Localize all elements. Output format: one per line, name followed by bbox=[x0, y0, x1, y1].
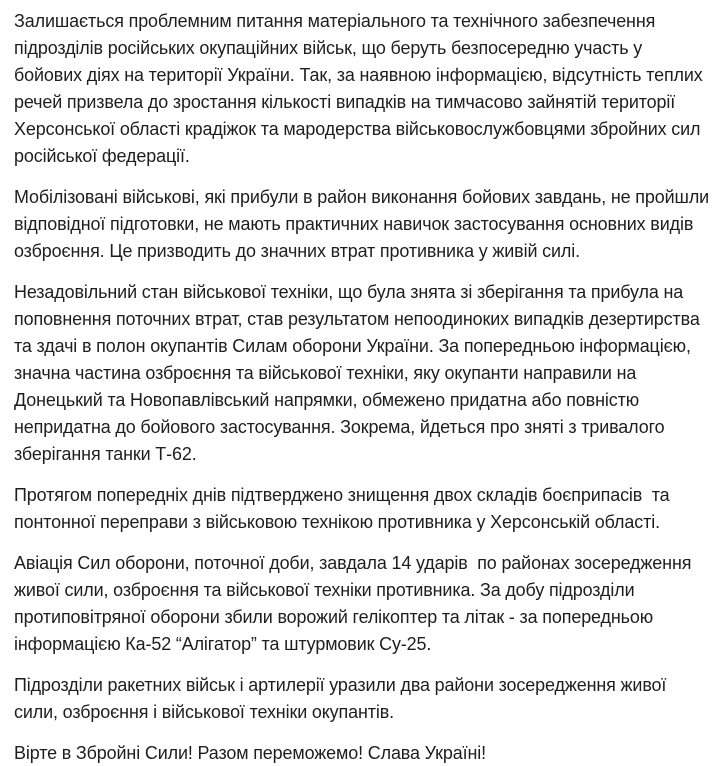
paragraph-7: Вірте в Збройні Сили! Разом переможемо! Слава Україні! bbox=[14, 742, 487, 763]
paragraph-3: Незадовільний стан військової техніки, що була знята зі зберігання та прибула на поповнення поточних втрат, став результатом непоодиноких випадків дезертирства та здачі в полон окупантів Силам оборони України. За попередньою інформацією, значна частина озброєння та військової техніки, яку окупанти направили на Донецький та Новопавлівський напрямки, обмежено придатна або повністю непридатна до бойового застосування. Зокрема, йдеться про зняті з тривалого зберігання танки Т-62. bbox=[14, 281, 705, 464]
paragraph-2: Мобілізовані військові, які прибули в район виконання бойових завдань, не пройшли відповідної підготовки, не мають практичних навичок застосування основних видів озброєння. Це призводить до значних втрат противника у живій силі. bbox=[14, 186, 714, 261]
paragraph-6: Підрозділи ракетних військ і артилерії уразили два райони зосередження живої сили, озброєння і військової техніки окупантів. bbox=[14, 674, 672, 722]
paragraph-1: Залишається проблемним питання матеріального та технічного забезпечення підрозділів російських окупаційних військ, що беруть безпосередню участь у бойових діях на території України. Так, за наявною інформацією, відсутність теплих речей призвела до зростання кількості випадків на тимчасово зайнятій території Херсонської області крадіжок та мародерства військовослужбовцями збройних сил російської федерації. bbox=[14, 10, 708, 166]
paragraph-5: Авіація Сил оборони, поточної доби, завдала 14 ударів по районах зосередження живої сили, озброєння та військової техніки противника. За добу підрозділи протиповітряної оборони збили ворожий гелікоптер та літак - за попередньою інформацією Ка-52 “Алігатор” та штурмовик Су-25. bbox=[14, 552, 697, 654]
paragraph-4: Протягом попередніх днів підтверджено знищення двох складів боєприпасів та понтонної переправи з військовою технікою противника у Херсонській області. bbox=[14, 484, 675, 532]
